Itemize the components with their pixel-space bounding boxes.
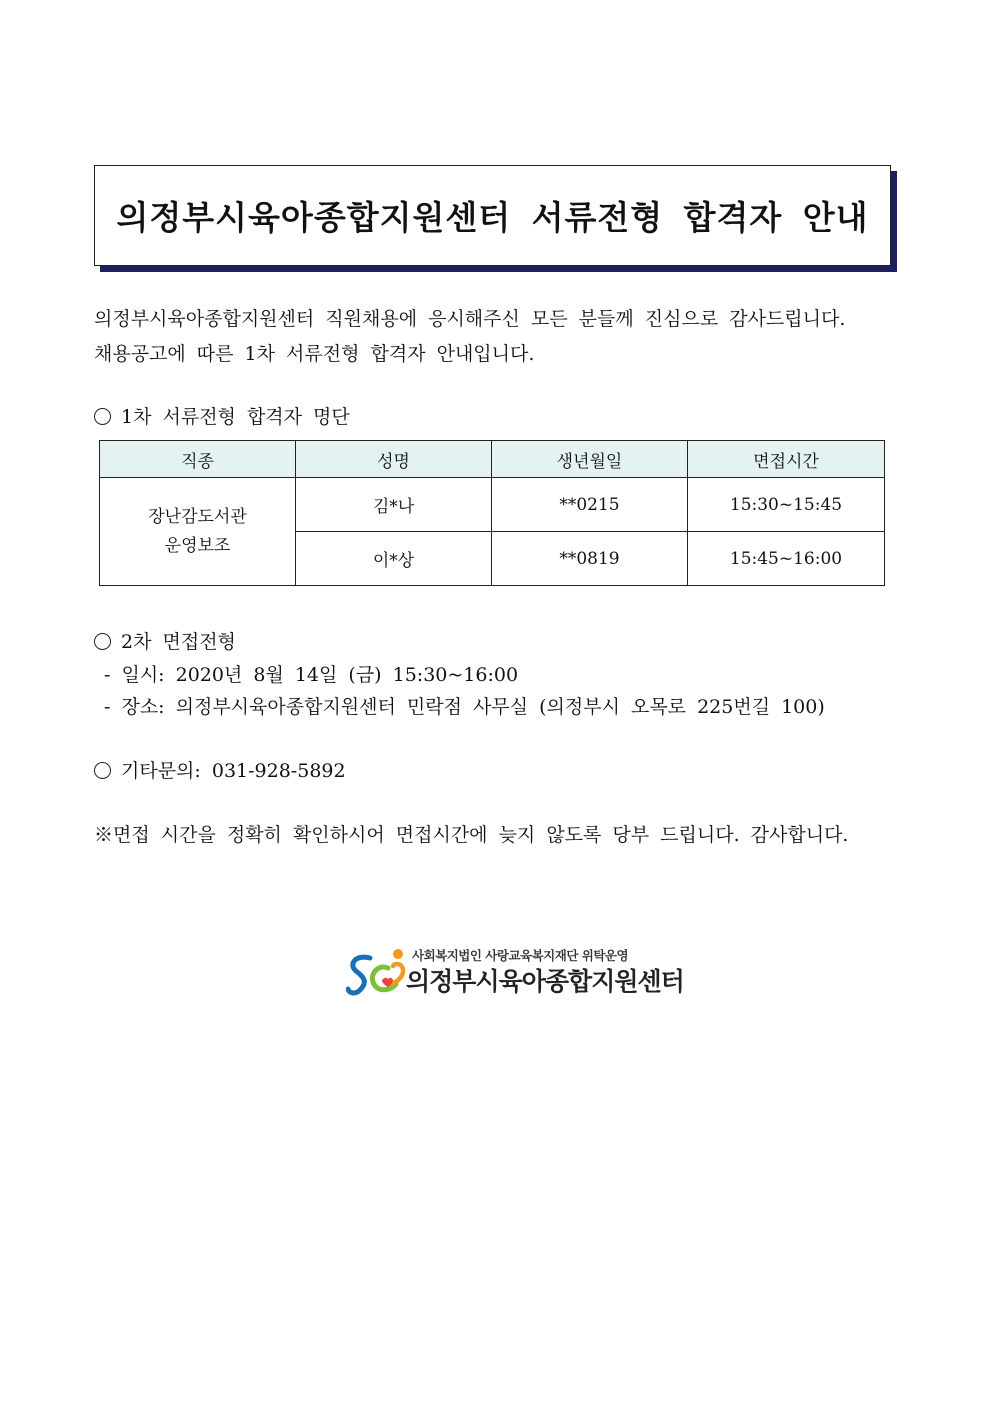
circle-bullet-icon [94,762,111,779]
section2-heading-text: 2차 면접전형 [121,631,236,653]
interview-date: - 일시: 2020년 8월 14일 (금) 15:30~16:00 [104,664,519,686]
name-cell: 김*나 [296,478,492,532]
time-cell: 15:45~16:00 [688,532,885,586]
circle-bullet-icon [94,633,111,650]
section1-heading [94,402,350,429]
contact-text: 기타문의: 031-928-5892 [121,760,346,782]
header-job: 직종 [100,441,296,478]
section1-heading-text: 1차 서류전형 합격자 명단 [121,406,350,428]
circle-bullet-icon [94,408,111,425]
logo-subtitle: 사회복지법인 사랑교육복지재단 위탁운영 [412,948,629,963]
applicant-table [99,440,885,586]
center-logo-icon [346,944,408,1000]
interview-place: - 장소: 의정부시육아종합지원센터 민락점 사무실 (의정부시 오목로 225번길 100) [104,696,825,718]
section2-heading [94,627,236,654]
birth-cell: **0819 [492,532,688,586]
logo-name: 의정부시육아종합지원센터 [406,967,684,996]
time-cell: 15:30~15:45 [688,478,885,532]
table-header-row [100,441,885,478]
header-birth: 생년월일 [492,441,688,478]
header-time: 면접시간 [688,441,885,478]
section3-heading [94,756,346,783]
header-name: 성명 [296,441,492,478]
notice-text: ※면접 시간을 정확히 확인하시어 면접시간에 늦지 않도록 당부 드립니다. 감사합니다. [94,824,849,846]
title-box [94,165,891,266]
intro-line-1: 의정부시육아종합지원센터 직원채용에 응시해주신 모든 분들께 진심으로 감사드립니다. [94,308,846,330]
center-logo [346,944,684,1000]
job-type-line-2: 운영보조 [164,535,231,556]
job-type-cell [100,478,296,586]
intro-line-2: 채용공고에 따른 1차 서류전형 합격자 안내입니다. [94,343,535,365]
job-type-line-1: 장난감도서관 [148,506,247,527]
name-cell: 이*상 [296,532,492,586]
birth-cell: **0215 [492,478,688,532]
page-title: 의정부시육아종합지원센터 서류전형 합격자 안내 [116,198,869,237]
table-row [100,478,885,532]
